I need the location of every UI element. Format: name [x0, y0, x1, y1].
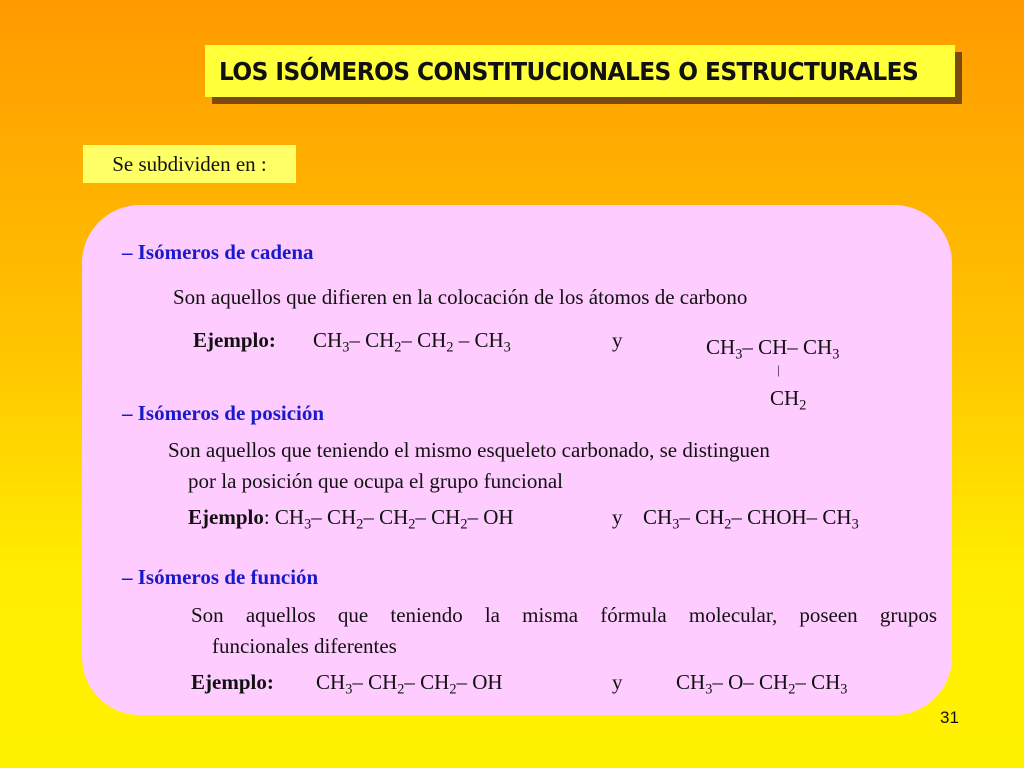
conjunction-cadena: y	[612, 328, 623, 352]
page-number: 31	[940, 708, 959, 727]
heading-isomeros-funcion: – Isómeros de función	[122, 565, 319, 589]
formula-2-butanol: $CH_3-$ $CH_2-$ CHOH– $CH_3$	[643, 505, 859, 533]
example-label-funcion: Ejemplo:	[191, 670, 274, 694]
description-funcion-line1: Son aquellos que teniendo la misma fórmula molecular, poseen grupos	[191, 603, 937, 627]
formula-butane: $CH_3-$ $CH_2-$ $CH_2 - CH_3$	[313, 328, 511, 356]
formula-isobutane-branch: $CH_2$	[770, 386, 807, 414]
description-posicion-line2: por la posición que ocupa el grupo funcional	[188, 469, 563, 493]
example-label-posicion: Ejemplo	[188, 505, 264, 529]
example-label-cadena: Ejemplo:	[193, 328, 276, 352]
slide-title: LOS ISÓMEROS CONSTITUCIONALES O ESTRUCTURALES	[219, 56, 919, 86]
slide-title-box	[205, 45, 955, 97]
formula-isobutane-main: $CH_3-$ CH– $CH_3$	[706, 335, 840, 363]
heading-isomeros-posicion: – Isómeros de posición	[122, 401, 325, 425]
conjunction-posicion: y	[612, 505, 623, 529]
formula-propanol: $CH_3-$ $CH_2-$ $CH_2-$ OH	[316, 670, 503, 698]
subtitle: Se subdividen en :	[112, 151, 267, 176]
heading-isomeros-cadena: – Isómeros de cadena	[122, 240, 314, 264]
formula-isobutane-bond: |	[777, 362, 780, 377]
formula-methoxyethane: $CH_3-$ O– $CH_2-$ $CH_3$	[676, 670, 848, 698]
description-posicion-line1: Son aquellos que teniendo el mismo esqueleto carbonado, se distinguen	[168, 438, 770, 462]
description-funcion-line2: funcionales diferentes	[212, 634, 397, 658]
description-cadena: Son aquellos que difieren en la colocación de los átomos de carbono	[173, 285, 748, 309]
conjunction-funcion: y	[612, 670, 623, 694]
example-posicion: Ejemplo: $CH_3-$ $CH_2-$ $CH_2-$ $CH_2-$ OH	[188, 505, 514, 533]
subtitle-box	[83, 145, 296, 183]
